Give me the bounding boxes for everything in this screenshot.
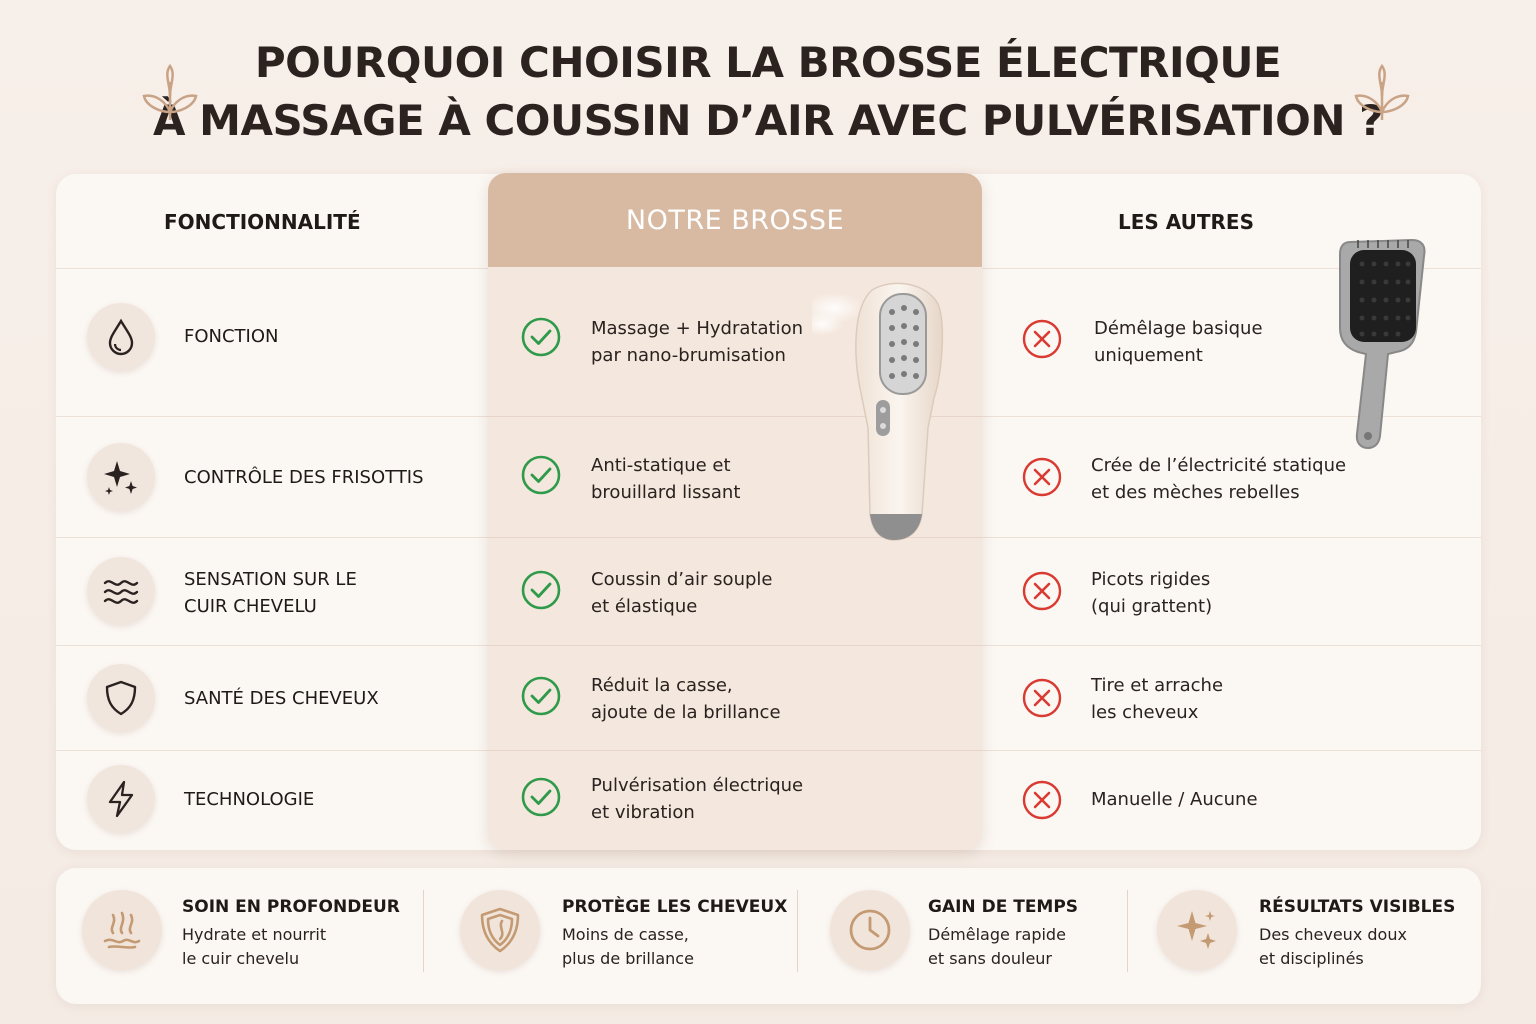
cross-icon xyxy=(1021,456,1063,498)
our-brush-header: NOTRE BROSSE xyxy=(488,173,982,267)
cross-icon xyxy=(1021,318,1063,360)
clock-icon xyxy=(830,890,910,970)
sparkle-icon xyxy=(87,443,155,511)
row-divider xyxy=(488,750,982,751)
water-drop-icon xyxy=(87,303,155,371)
row-label-health: SANTÉ DES CHEVEUX xyxy=(184,688,379,709)
check-icon xyxy=(520,569,562,611)
our-cell-scalp: Coussin d’air souple et élastique xyxy=(591,569,773,617)
leaf-ornament-icon xyxy=(1352,62,1412,126)
check-icon xyxy=(520,675,562,717)
leaf-ornament-icon xyxy=(140,62,200,126)
benefit-divider xyxy=(797,890,798,972)
shield-icon xyxy=(87,664,155,732)
benefit-desc: Moins de casse, plus de brillance xyxy=(562,925,694,968)
check-icon xyxy=(520,316,562,358)
benefit-title: RÉSULTATS VISIBLES xyxy=(1259,897,1456,917)
row-label-technology: TECHNOLOGIE xyxy=(184,789,315,810)
title-line-1: POURQUOI CHOISIR LA BROSSE ÉLECTRIQUE xyxy=(254,38,1282,87)
our-cell-frizz: Anti-statique et brouillard lissant xyxy=(591,455,741,503)
paddle-brush-illustration xyxy=(1330,236,1430,452)
benefit-desc: Démêlage rapide et sans douleur xyxy=(928,925,1066,968)
check-icon xyxy=(520,776,562,818)
benefit-title: SOIN EN PROFONDEUR xyxy=(182,897,400,917)
row-divider xyxy=(488,645,982,646)
benefit-divider xyxy=(1127,890,1128,972)
waves-icon xyxy=(87,557,155,625)
benefit-title: PROTÈGE LES CHEVEUX xyxy=(562,897,788,917)
our-cell-health: Réduit la casse, ajoute de la brillance xyxy=(591,675,781,723)
feature-column-header: FONCTIONNALITÉ xyxy=(164,210,361,234)
row-label-frizz: CONTRÔLE DES FRISOTTIS xyxy=(184,467,424,488)
our-cell-technology: Pulvérisation électrique et vibration xyxy=(591,775,804,823)
other-cell-technology: Manuelle / Aucune xyxy=(1091,789,1258,810)
other-cell-frizz: Crée de l’électricité statique et des mèches rebelles xyxy=(1091,455,1347,503)
cross-icon xyxy=(1021,570,1063,612)
benefit-divider xyxy=(423,890,424,972)
row-label-scalp: SENSATION SUR LE CUIR CHEVELU xyxy=(184,569,357,617)
benefit-desc: Des cheveux doux et disciplinés xyxy=(1259,925,1407,968)
lightning-icon xyxy=(87,765,155,833)
cross-icon xyxy=(1021,677,1063,719)
page-title xyxy=(0,34,1536,150)
our-cell-function: Massage + Hydratation par nano-brumisation xyxy=(591,318,803,366)
check-icon xyxy=(520,454,562,496)
other-cell-function: Démêlage basique uniquement xyxy=(1094,318,1263,366)
other-cell-health: Tire et arrache les cheveux xyxy=(1091,675,1224,723)
steam-icon xyxy=(82,890,162,970)
shield-hair-icon xyxy=(460,890,540,970)
electric-brush-illustration xyxy=(812,278,952,546)
sparkles-icon xyxy=(1157,890,1237,970)
others-column-header: LES AUTRES xyxy=(1118,210,1254,234)
benefit-title: GAIN DE TEMPS xyxy=(928,897,1079,917)
cross-icon xyxy=(1021,779,1063,821)
other-cell-scalp: Picots rigides (qui grattent) xyxy=(1091,569,1213,617)
benefit-desc: Hydrate et nourrit le cuir chevelu xyxy=(182,925,327,968)
row-label-function: FONCTION xyxy=(184,326,279,347)
title-line-2: À MASSAGE À COUSSIN D’AIR AVEC PULVÉRISATION ? xyxy=(153,96,1383,145)
